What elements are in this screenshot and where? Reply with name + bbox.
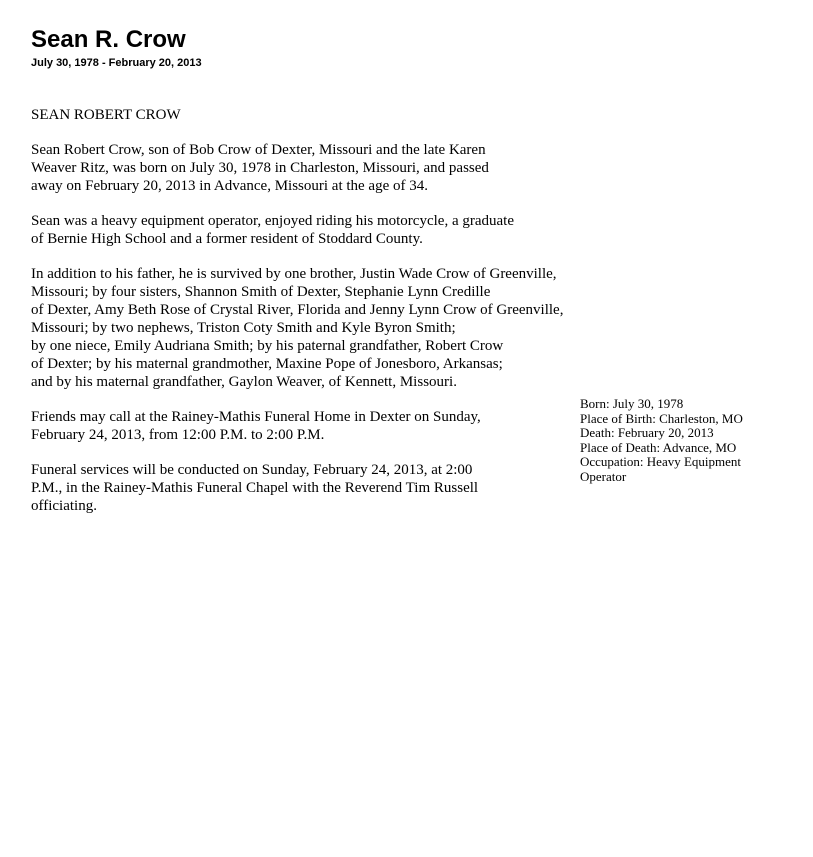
fact-death: Death: February 20, 2013: [580, 425, 714, 441]
obituary-body: [31, 106, 571, 532]
fact-born: Born: July 30, 1978: [580, 396, 684, 411]
paragraph-biography: Sean Robert Crow, son of Bob Crow of Dexter, Missouri and the late Karen Weaver Ritz, was born on July 30, 1978 in Charleston, Missouri, and passed away on February 20, 2013 in Advance, Missouri at the age of 34.: [31, 142, 489, 194]
fact-occupation: Occupation: Heavy Equipment: [580, 454, 742, 470]
page-title: Sean R. Crow: [31, 26, 186, 53]
facts-sidebar: [580, 397, 805, 485]
paragraph-survivors: In addition to his father, he is survived by one brother, Justin Wade Crow of Greenville, Missouri; by four sisters, Shannon Smith of Dexter, Stephanie Lynn Credille of Dexter, Amy Beth Rose of Crystal River, Florida and Jenny Lynn Crow of Greenville, Missouri; by two nephews, Triston Coty Smith and Kyle Byron Smith; by one niece, Emily Audriana Smith; by his paternal grandfather, Robert Crow of Dexter; by his maternal grandmother, Maxine Pope of Jonesboro, Arkansas; and by his maternal grandfather, Gaylon Weaver, of Kennett, Missouri.: [31, 266, 564, 390]
paragraph-funeral-services: Funeral services will be conducted on Sunday, February 24, 2013, at 2:00 P.M., in the Rainey-Mathis Funeral Chapel with the Reverend Tim Russell officiating.: [31, 462, 479, 514]
obituary-heading: SEAN ROBERT CROW: [31, 107, 181, 123]
life-dates: July 30, 1978 - February 20, 2013: [31, 57, 202, 69]
fact-occupation-continued: Operator: [580, 468, 627, 484]
paragraph-occupation: Sean was a heavy equipment operator, enjoyed riding his motorcycle, a graduate of Bernie High School and a former resident of Stoddard County.: [31, 213, 514, 247]
fact-place-of-death: Place of Death: Advance, MO: [580, 439, 737, 455]
paragraph-visitation: Friends may call at the Rainey-Mathis Funeral Home in Dexter on Sunday, February 24, 2013, from 12:00 P.M. to 2:00 P.M.: [31, 409, 481, 443]
fact-place-of-birth: Place of Birth: Charleston, MO: [580, 410, 743, 426]
